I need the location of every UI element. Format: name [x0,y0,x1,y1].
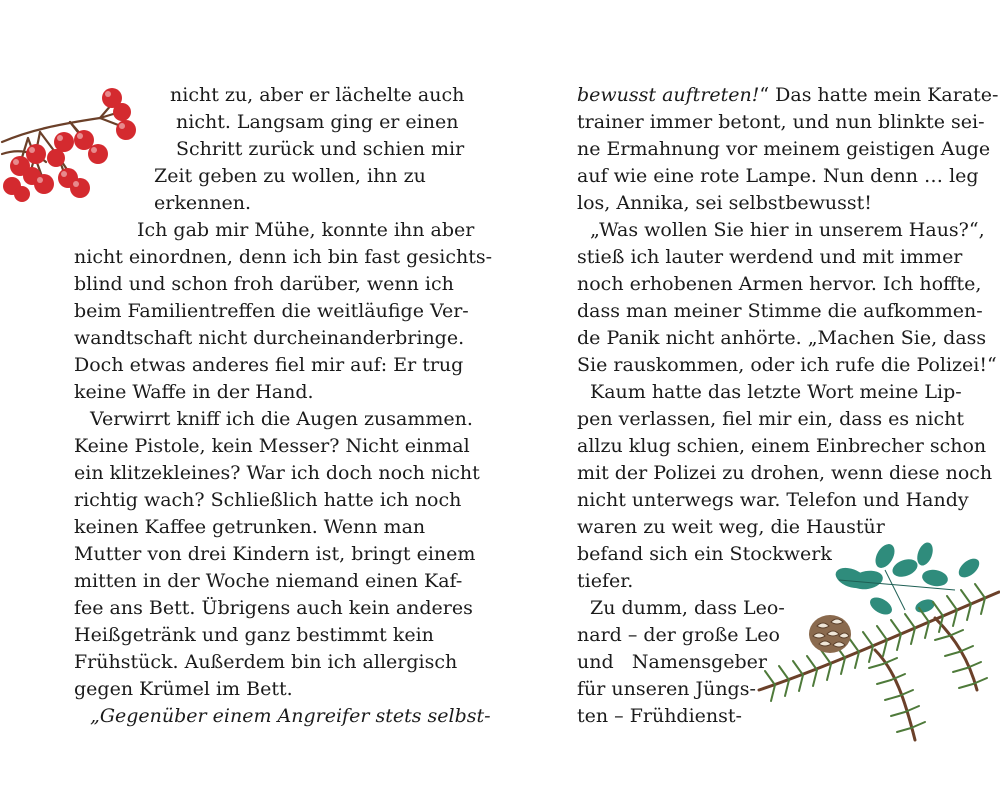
text-line: „Gegenüber einem Angreifer stets selbst- [90,705,491,727]
text-line: keinen Kaffee getrunken. Wenn man [74,516,426,538]
text-line: nicht unterwegs war. Telefon und Handy [577,489,969,511]
fir-branch-illustration [755,540,1000,750]
text-line: Verwirrt kniff ich die Augen zusammen. [90,408,473,430]
text-line: Zeit geben zu wollen, ihn zu [154,165,426,187]
text-line: nicht. Langsam ging er einen [176,111,459,133]
text-line: stieß ich lauter werdend und mit immer [577,246,963,268]
text-line: für unseren Jüngs- [577,678,756,700]
text-line: ten – Frühdienst- [577,705,742,727]
text-line: keine Waffe in der Hand. [74,381,314,403]
text-line: befand sich ein Stockwerk [577,543,832,565]
text-line: dass man meiner Stimme die aufkommen- [577,300,983,322]
text-line: nicht zu, aber er lächelte auch [170,84,465,106]
italic-quote-end: bewusst auftreten! [577,84,760,106]
text-line: Schritt zurück und schien mir [176,138,465,160]
text-line: beim Familientreffen die weitläufige Ver- [74,300,469,322]
text-line: nard – der große Leo [577,624,780,646]
text-line: Ich gab mir Mühe, konnte ihn aber [137,219,475,241]
text-line: „Was wollen Sie hier in unserem Haus?“, [590,219,985,241]
text-line: nicht einordnen, denn ich bin fast gesichts- [74,246,493,268]
text-line [577,82,999,109]
text-line: blind und schon froh darüber, wenn ich [74,273,454,295]
text-line: Frühstück. Außerdem bin ich allergisch [74,651,458,673]
text-line: richtig wach? Schließlich hatte ich noch [74,489,462,511]
text-line: pen verlassen, fiel mir ein, dass es nicht [577,408,964,430]
text-line: mit der Polizei zu drohen, wenn diese noch [577,462,993,484]
text-span: “ Das hatte mein Karate- [759,84,999,106]
rowan-berries-illustration [0,82,150,212]
text-line: los, Annika, sei selbstbewusst! [577,192,872,214]
text-line: ne Ermahnung vor meinem geistigen Auge [577,138,991,160]
text-line: allzu klug schien, einem Einbrecher schon [577,435,987,457]
text-line: fee ans Bett. Übrigens auch kein anderes [74,597,473,619]
text-line: Keine Pistole, kein Messer? Nicht einmal [74,435,470,457]
text-line: auf wie eine rote Lampe. Nun denn … leg [577,165,979,187]
text-line: Zu dumm, dass Leo- [590,597,785,619]
text-line: Kaum hatte das letzte Wort meine Lip- [590,381,962,403]
right-page [500,0,1000,800]
text-line: wandtschaft nicht durcheinanderbringe. [74,327,465,349]
text-line: Sie rauskommen, oder ich rufe die Polizei!“ [577,354,997,376]
text-line: ein klitzekleines? War ich doch noch nicht [74,462,480,484]
text-line: Mutter von drei Kindern ist, bringt einem [74,543,476,565]
text-line: mitten in der Woche niemand einen Kaf- [74,570,463,592]
text-line: Heißgetränk und ganz bestimmt kein [74,624,434,646]
text-line: de Panik nicht anhörte. „Machen Sie, dass [577,327,987,349]
text-line: erkennen. [154,192,252,214]
pine-cone-illustration [805,608,855,658]
text-line: und Namensgeber [577,651,767,673]
text-line: trainer immer betont, und nun blinkte sei- [577,111,985,133]
text-line: Doch etwas anderes fiel mir auf: Er trug [74,354,464,376]
text-line: waren zu weit weg, die Haustür [577,516,885,538]
text-line: gegen Krümel im Bett. [74,678,293,700]
text-line: noch erhobenen Armen hervor. Ich hoffte, [577,273,982,295]
text-line: tiefer. [577,570,634,592]
